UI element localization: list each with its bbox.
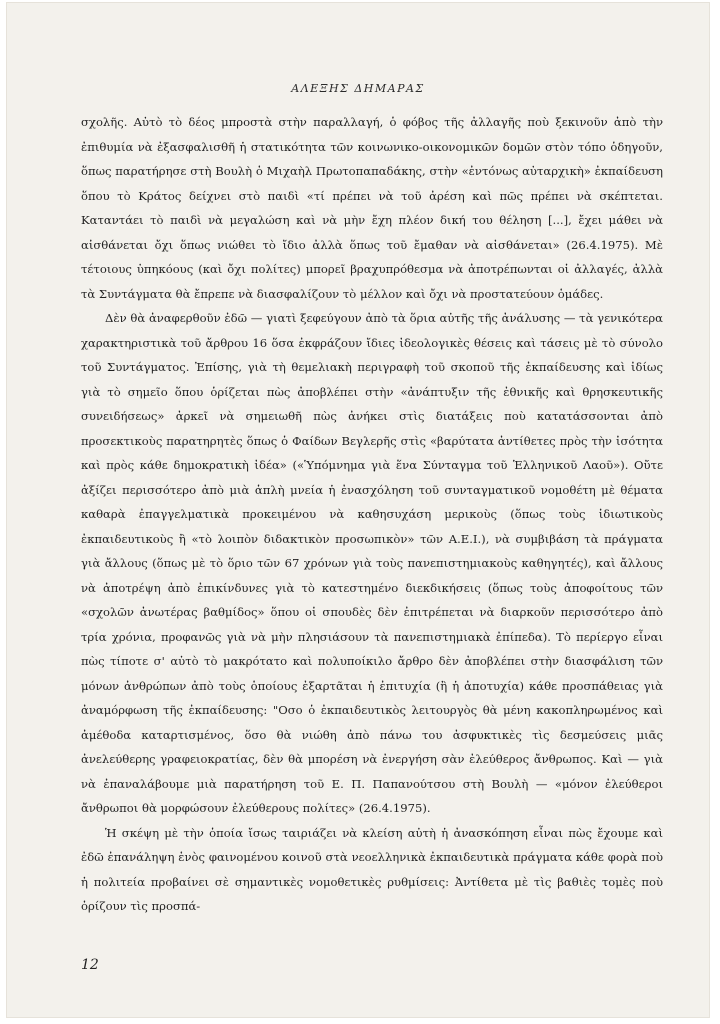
- book-page: [6, 2, 710, 1018]
- paragraph-1: σχολῆς. Αὐτὸ τὸ δέος μπροστὰ στὴν παραλλαγή, ὁ φόβος τῆς ἀλλαγῆς ποὺ ξεκινοῦν ἀπὸ τὴν ἐπιθυμία νὰ ἐξασφαλισθῆ ἡ στατικότητα τῶν κοινωνικο-οικονομικῶν δομῶν στὸν τόπο ὁδηγοῦν, ὅπως παρατήρησε στὴ Βουλὴ ὁ Μιχαὴλ Πρωτοπαπαδάκης, στὴν «ἐντόνως αὐταρχικὴ» ἐκπαίδευση ὅπου τὸ Κράτος δείχνει στὸ παιδὶ «τί πρέπει νὰ τοῦ ἀρέση καὶ πῶς πρέπει νὰ σκέπτεται. Καταντάει τὸ παιδὶ νὰ μεγαλώση καὶ νὰ μὴν ἔχη πλέον δική του θέληση [...], ἔχει μάθει νὰ αἰσθάνεται ὄχι ὅπως νιώθει τὸ ἴδιο ἀλλὰ ὅπως τοῦ ἔμαθαν νὰ αἰσθάνεται» (26.4.1975). Μὲ τέτοιους ὑπηκόους (καὶ ὄχι πολίτες) μπορεῖ βραχυπρόθεσμα νὰ ἀποτρέπωνται οἱ ἀλλαγές, ἀλλὰ τὰ Συντάγματα θὰ ἔπρεπε νὰ διασφαλίζουν τὸ μέλλον καὶ ὄχι νὰ προστατεύουν ὁμάδες.: [81, 115, 663, 301]
- page-number: 12: [81, 957, 99, 973]
- running-head: ΑΛΕΞΗΣ ΔΗΜΑΡΑΣ: [291, 82, 425, 95]
- paragraph-2: Δὲν θὰ ἀναφερθοῦν ἐδῶ — γιατὶ ξεφεύγουν ἀπὸ τὰ ὅρια αὐτῆς τῆς ἀνάλυσης — τὰ γενικότερα χαρακτηριστικὰ τοῦ ἄρθρου 16 ὅσα ἐκφράζουν ἴδιες ἰδεολογικὲς θέσεις καὶ τάσεις μὲ τὸ σύνολο τοῦ Συντάγματος. Ἐπίσης, γιὰ τὴ θεμελιακὴ περιγραφὴ τοῦ σκοποῦ τῆς ἐκπαίδευσης καὶ ἰδίως γιὰ τὸ σημεῖο ὅπου ὁρίζεται πὼς ἀποβλέπει στὴν «ἀνάπτυξιν τῆς ἐθνικῆς καὶ θρησκευτικῆς συνειδήσεως» ἀρκεῖ νὰ σημειωθῆ πὼς ἀνήκει στὶς διατάξεις ποὺ κατατάσσονται ἀπὸ προσεκτικοὺς παρατηρητὲς ὅπως ὁ Φαίδων Βεγλερῆς στὶς «βαρύτατα ἀντίθετες πρὸς τὴν ἰσότητα καὶ πρὸς κάθε δημοκρατικὴ ἰδέα» («Ὑπόμνημα γιὰ ἕνα Σύνταγμα τοῦ Ἑλληνικοῦ Λαοῦ»). Οὔτε ἀξίζει περισσότερο ἀπὸ μιὰ ἁπλὴ μνεία ἡ ἐνασχόληση τοῦ συνταγματικοῦ νομοθέτη μὲ θέματα καθαρὰ ἐπαγγελματικὰ προκειμένου νὰ καθησυχάση μερικοὺς (ὅπως τοὺς ἰδιωτικοὺς ἐκπαιδευτικοὺς ἢ «τὸ λοιπὸν διδακτικὸν προσωπικὸν» τῶν Α.Ε.Ι.), νὰ συμβιβάση τὰ πράγματα γιὰ ἄλλους (ὅπως μὲ τὸ ὅριο τῶν 67 χρόνων γιὰ τοὺς πανεπιστημιακοὺς καθηγητές), καὶ ἄλλους νὰ ἀποτρέψη ἀπὸ ἐπικίνδυνες γιὰ τὸ κατεστημένο διεκδικήσεις (ὅπως τοὺς ἀποφοίτους τῶν «σχολῶν ἀνωτέρας βαθμίδος» ὅπου οἱ σπουδὲς δὲν ἐπιτρέπεται νὰ διαρκοῦν περισσότερο ἀπὸ τρία χρόνια, προφανῶς γιὰ νὰ μὴν πλησιάσουν τὰ πανεπιστημιακὰ ἐπίπεδα). Τὸ περίεργο εἶναι πὼς τίποτε σ' αὐτὸ τὸ μακρότατο καὶ πολυποίκιλο ἄρθρο δὲν ἀποβλέπει στὴν διασφάλιση τῶν μόνων ἀνθρώπων ἀπὸ τοὺς ὁποίους ἐξαρτᾶται ἡ ἐπιτυχία (ἢ ἡ ἀποτυχία) κάθε προσπάθειας γιὰ ἀναμόρφωση τῆς ἐκπαίδευσης: "Οσο ὁ ἐκπαιδευτικὸς λειτουργὸς θὰ μένη κακοπληρωμένος καὶ ἀμέθοδα καταρτισμένος, ὅσο θὰ νιώθη ἀπὸ πάνω του ἀσφυκτικὲς τὶς δεσμεύσεις μιᾶς ἀνελεύθερης γραφειοκρατίας, δὲν θὰ μπορέση νὰ ἐνεργήση σὰν ἐλεύθερος ἄνθρωπος. Καὶ — γιὰ νὰ ἐπαναλάβουμε μιὰ παρατήρηση τοῦ Ε. Π. Παπανούτσου στὴ Βουλὴ — «μόνον ἐλεύθεροι ἄνθρωποι θὰ μορφώσουν ἐλεύθερους πολίτες» (26.4.1975).: [81, 311, 663, 815]
- body-text: [81, 110, 663, 919]
- paragraph-3: Ἡ σκέψη μὲ τὴν ὁποία ἴσως ταιριάζει νὰ κλείση αὐτὴ ἡ ἀνασκόπηση εἶναι πὼς ἔχουμε καὶ ἐδῶ ἐπανάληψη ἑνὸς φαινομένου κοινοῦ στὰ νεοελληνικὰ ἐκπαιδευτικὰ πράγματα κάθε φορὰ ποὺ ἡ πολιτεία προβαίνει σὲ σημαντικὲς νομοθετικὲς ρυθμίσεις: Ἀντίθετα μὲ τὶς βαθιὲς τομὲς ποὺ ὁρίζουν τὶς προσπά-: [81, 825, 663, 913]
